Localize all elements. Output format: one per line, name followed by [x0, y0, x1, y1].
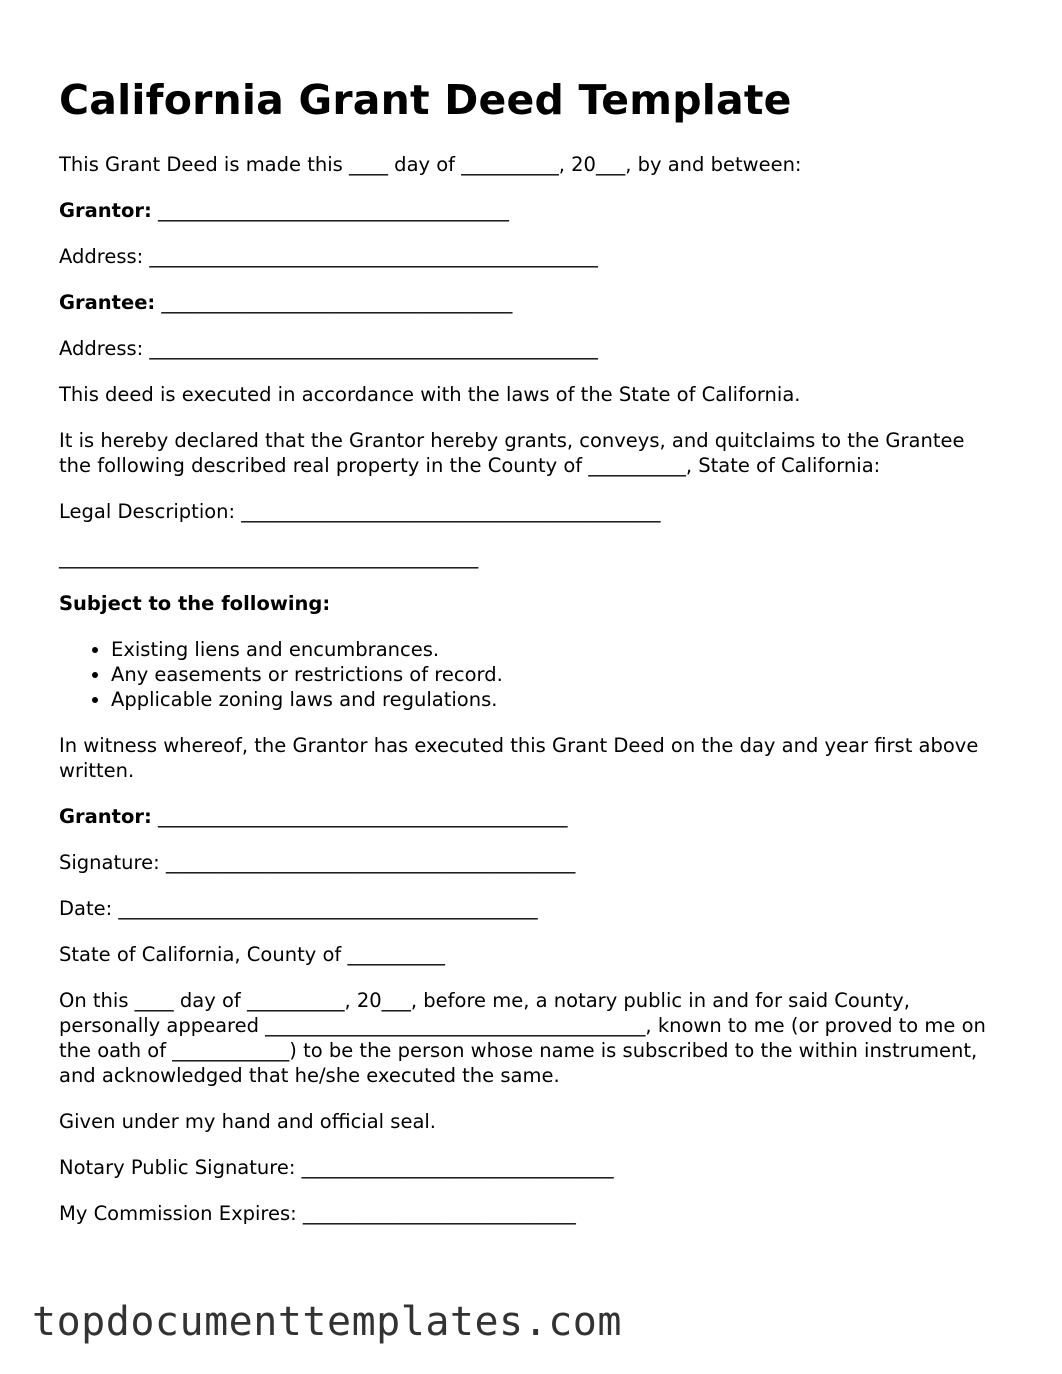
list-item: • Existing liens and encumbrances.: [111, 637, 999, 662]
grantor-blank-2: __________________________________________: [151, 805, 568, 828]
intro-paragraph: This Grant Deed is made this ____ day of __________, 20___, by and between:: [59, 153, 802, 176]
given-under-line: Given under my hand and official seal.: [59, 1110, 437, 1133]
grantor-line: [59, 198, 999, 223]
grantee-line: [59, 290, 999, 315]
date-line: Date: ___________________________________________: [59, 897, 538, 920]
list-item: • Applicable zoning laws and regulations.: [111, 687, 999, 712]
subject-list: [59, 637, 999, 712]
legal-description-line: Legal Description: ___________________________________________: [59, 500, 661, 523]
legal-description-continuation: ___________________________________________: [59, 546, 479, 569]
witness-paragraph: In witness whereof, the Grantor has executed this Grant Deed on the day and year first above written.: [59, 734, 979, 782]
grantor-address-line: Address: ______________________________________________: [59, 245, 598, 268]
signature-line: Signature: __________________________________________: [59, 851, 576, 874]
subject-heading-text: Subject to the following:: [59, 592, 331, 615]
subject-heading: [59, 591, 999, 616]
laws-paragraph: This deed is executed in accordance with the laws of the State of California.: [59, 383, 801, 406]
state-county-line: State of California, County of __________: [59, 943, 445, 966]
list-item: • Any easements or restrictions of record.: [111, 662, 999, 687]
notary-statement: On this ____ day of __________, 20___, before me, a notary public in and for said County, personally appeared _______________________________________, known to me (or proved to me on the oath of ____________) to be the person whose name is subscribed to the within instrument, and acknowledged that he/she executed the same.: [59, 989, 986, 1087]
grantor-blank: ____________________________________: [151, 199, 509, 222]
grantee-label: Grantee:: [59, 291, 156, 314]
notary-signature-line: Notary Public Signature: ________________________________: [59, 1156, 614, 1179]
grantee-blank: ____________________________________: [155, 291, 513, 314]
page-title: California Grant Deed Template: [59, 76, 792, 124]
declaration-paragraph: It is hereby declared that the Grantor hereby grants, conveys, and quitclaims to the Grantee the following described real property in the County of __________, State of California:: [59, 429, 965, 477]
watermark-text: topdocumenttemplates.com: [32, 1299, 622, 1345]
commission-expires-line: My Commission Expires: ____________________________: [59, 1202, 576, 1225]
grantor-label: Grantor:: [59, 199, 152, 222]
document-page: [59, 74, 999, 1247]
grantor-signature-name-line: [59, 804, 999, 829]
grantor-label-2: Grantor:: [59, 805, 152, 828]
grantee-address-line: Address: ______________________________________________: [59, 337, 598, 360]
